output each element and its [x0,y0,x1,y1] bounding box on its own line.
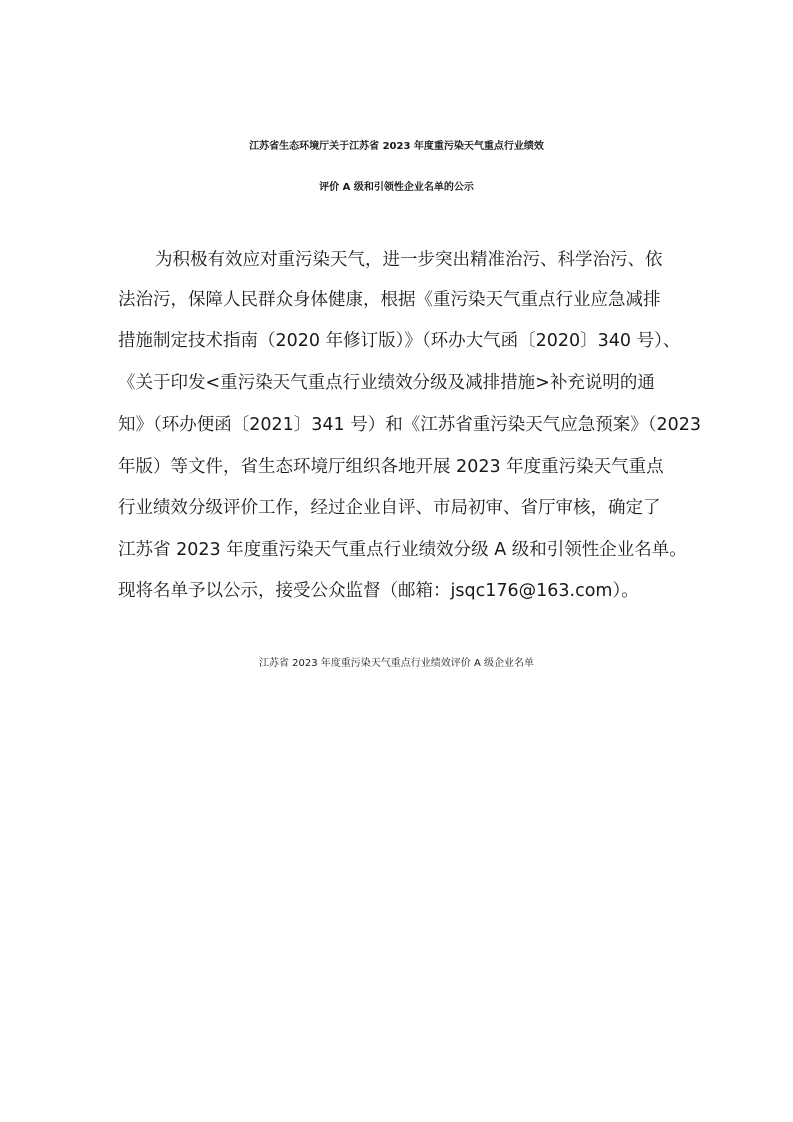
body-paragraph-line: 现将名单予以公示，接受公众监督（邮箱：jsqc176@163.com）。 [118,581,639,601]
body-paragraph-line: 江苏省 2023 年度重污染天气重点行业绩效分级 A 级和引领性企业名单。 [118,540,687,560]
body-paragraph-line: 法治污，保障人民群众身体健康，根据《重污染天气重点行业应急减排 [118,290,661,310]
body-paragraph-line: 措施制定技术指南（2020 年修订版）》（环办大气函〔2020〕340 号）、 [118,331,681,351]
list-caption: 江苏省 2023 年度重污染天气重点行业绩效评价 A 级企业名单 [258,658,534,669]
body-paragraph-line: 年版）等文件，省生态环境厅组织各地开展 2023 年度重污染天气重点 [118,457,664,477]
body-paragraph-line: 《关于印发<重污染天气重点行业绩效分级及减排措施>补充说明的通 [118,373,655,393]
body-paragraph-line: 为积极有效应对重污染天气，进一步突出精准治污、科学治污、依 [155,250,663,270]
document-title-line-1: 江苏省生态环境厅关于江苏省 2023 年度重污染天气重点行业绩效 [249,141,544,152]
body-paragraph-line: 知》（环办便函〔2021〕341 号）和《江苏省重污染天气应急预案》（2023 [118,415,702,435]
document-title-line-2: 评价 A 级和引领性企业名单的公示 [319,182,474,193]
body-paragraph-line: 行业绩效分级评价工作，经过企业自评、市局初审、省厅审核，确定了 [118,498,661,518]
